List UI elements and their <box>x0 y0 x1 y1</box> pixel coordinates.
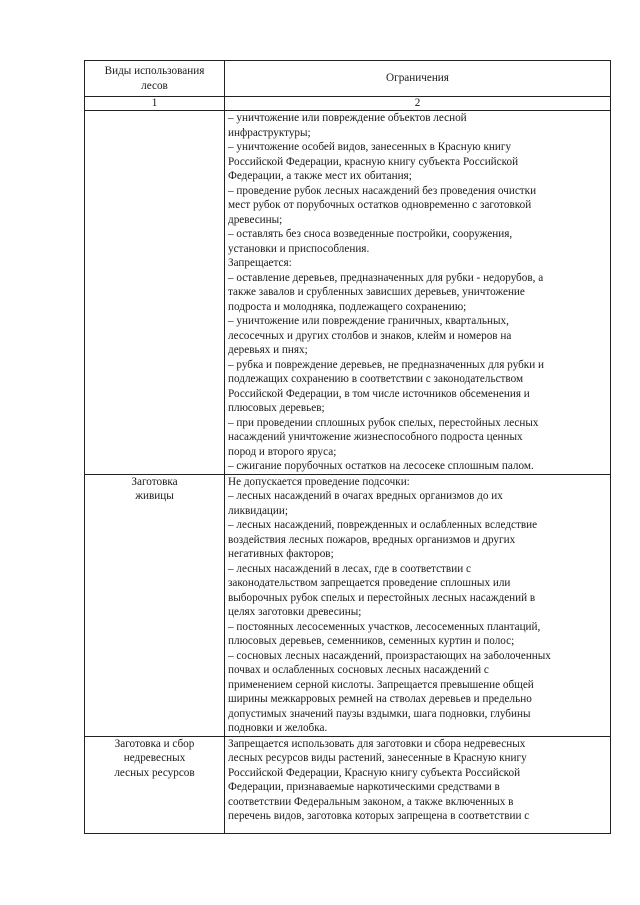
text-line: лесосечных и других столбов и знаков, клейм и номеров на <box>228 329 512 342</box>
text-line: Российской Федерации, Красную книгу субъекта Российской <box>228 766 521 779</box>
row-label-line: Заготовка <box>131 475 178 488</box>
text-line: подновки и желобка. <box>228 722 328 734</box>
text-line: ликвидации; <box>228 504 289 517</box>
text-line: Запрещается: <box>228 257 292 269</box>
text-line: плюсовых деревьев; <box>228 402 325 414</box>
column-number-2: 2 <box>225 97 611 111</box>
table-header-row <box>85 61 611 97</box>
text-line: насаждений уничтожение жизнеспособного подроста ценных <box>228 431 523 443</box>
text-line: целях заготовки древесины; <box>228 606 362 618</box>
row-label-empty <box>85 111 225 475</box>
text-line: почвах и ослабленных сосновых лесных насаждений с <box>228 664 489 676</box>
row-label-non-timber-resources <box>85 736 225 833</box>
text-line: подлежащих сохранению в соответствии с законодательством <box>228 373 524 385</box>
row-restrictions-text <box>225 474 611 736</box>
text-line: установки и приспособления. <box>228 242 370 255</box>
text-line: – оставление деревьев, предназначенных для рубки - недорубов, а <box>228 271 544 284</box>
text-line: подроста и молодняка, подлежащего сохранению; <box>228 300 467 313</box>
header-restrictions: Ограничения <box>225 61 611 97</box>
text-line: допустимых значений паузы вздымки, шага подновки, глубины <box>228 707 531 720</box>
text-line: – сжигание порубочных остатков на лесосеке сплошным палом. <box>228 460 534 472</box>
text-line: – рубка и повреждение деревьев, не предназначенных для рубки и <box>228 358 544 371</box>
table-row <box>85 736 611 833</box>
forest-use-restrictions-table <box>84 60 611 834</box>
text-line: Российской Федерации, красную книгу субъекта Российской <box>228 155 519 168</box>
header-forest-use-types <box>85 61 225 97</box>
table-row <box>85 474 611 736</box>
text-line: – уничтожение особей видов, занесенных в Красную книгу <box>228 141 512 153</box>
text-line: деревьях и пнях; <box>228 344 308 356</box>
text-line: – проведение рубок лесных насаждений без проведения очистки <box>228 184 537 197</box>
text-line: – лесных насаждений в лесах, где в соответствии с <box>228 562 471 575</box>
text-line: законодательством запрещается проведение сплошных или <box>228 577 511 589</box>
text-line: применением серной кислоты. Запрещается превышение общей <box>228 678 534 691</box>
text-line: ширины межкарровых ремней на стволах деревьев и предельно <box>228 693 532 705</box>
text-line: – лесных насаждений, поврежденных и ослабленных вследствие <box>228 519 538 531</box>
text-line: негативных факторов; <box>228 548 334 560</box>
truncated-cell-content <box>228 737 607 833</box>
text-line: лесных ресурсов виды растений, занесенные в Красную книгу <box>228 752 527 764</box>
row-label-line: недревесных <box>123 752 186 764</box>
table-row <box>85 111 611 475</box>
text-line: воздействия лесных пожаров, вредных организмов и других <box>228 533 516 546</box>
text-line: Российской Федерации, в том числе источников обсеменения и <box>228 387 530 400</box>
text-line: Запрещается использовать для заготовки и сбора недревесных <box>228 737 526 750</box>
text-line: мест рубок от порубочных остатков одновременно с заготовкой <box>228 199 532 211</box>
text-line: Федерации, а также мест их обитания; <box>228 170 412 182</box>
text-line: плюсовых деревьев, семенников, семенных куртин и полос; <box>228 635 515 647</box>
row-label-line: Заготовка и сбор <box>114 737 195 750</box>
text-line: – оставлять без сноса возведенные постройки, сооружения, <box>228 228 513 240</box>
text-line: соответствии Федеральным законом, а также включенных в <box>228 795 514 808</box>
text-line: перечень видов, заготовка которых запрещена в соответствии с <box>228 810 530 822</box>
text-line: пород и второго яруса; <box>228 445 337 458</box>
row-label-resin-harvesting <box>85 474 225 736</box>
text-line: древесины; <box>228 213 283 226</box>
text-line: – уничтожение или повреждение граничных, квартальных, <box>228 315 509 327</box>
text-line: – постоянных лесосеменных участков, лесосеменных плантаций, <box>228 620 541 633</box>
text-line: Федерации, признаваемые наркотическими средствами в <box>228 781 500 793</box>
row-restrictions-text <box>225 736 611 833</box>
text-line: также завалов и срубленных зависших деревьев, уничтожение <box>228 286 525 298</box>
text-line: – при проведении сплошных рубок спелых, перестойных лесных <box>228 416 539 429</box>
text-line: – сосновых лесных насаждений, произрастающих на заболоченных <box>228 649 551 662</box>
row-restrictions-text <box>225 111 611 475</box>
text-line: – уничтожение или повреждение объектов лесной <box>228 112 467 124</box>
row-label-line: лесных ресурсов <box>114 766 195 779</box>
text-line: инфраструктуры; <box>228 126 311 139</box>
row-label-line: живицы <box>135 490 174 502</box>
text-line: – лесных насаждений в очагах вредных организмов до их <box>228 490 503 502</box>
header-col1-line2: лесов <box>141 79 168 92</box>
text-line: выборочных рубок спелых и перестойных лесных насаждений в <box>228 591 536 604</box>
column-number-1: 1 <box>85 97 225 111</box>
text-line: Не допускается проведение подсочки: <box>228 475 410 488</box>
column-number-row <box>85 97 611 111</box>
header-col1-line1: Виды использования <box>104 65 205 77</box>
